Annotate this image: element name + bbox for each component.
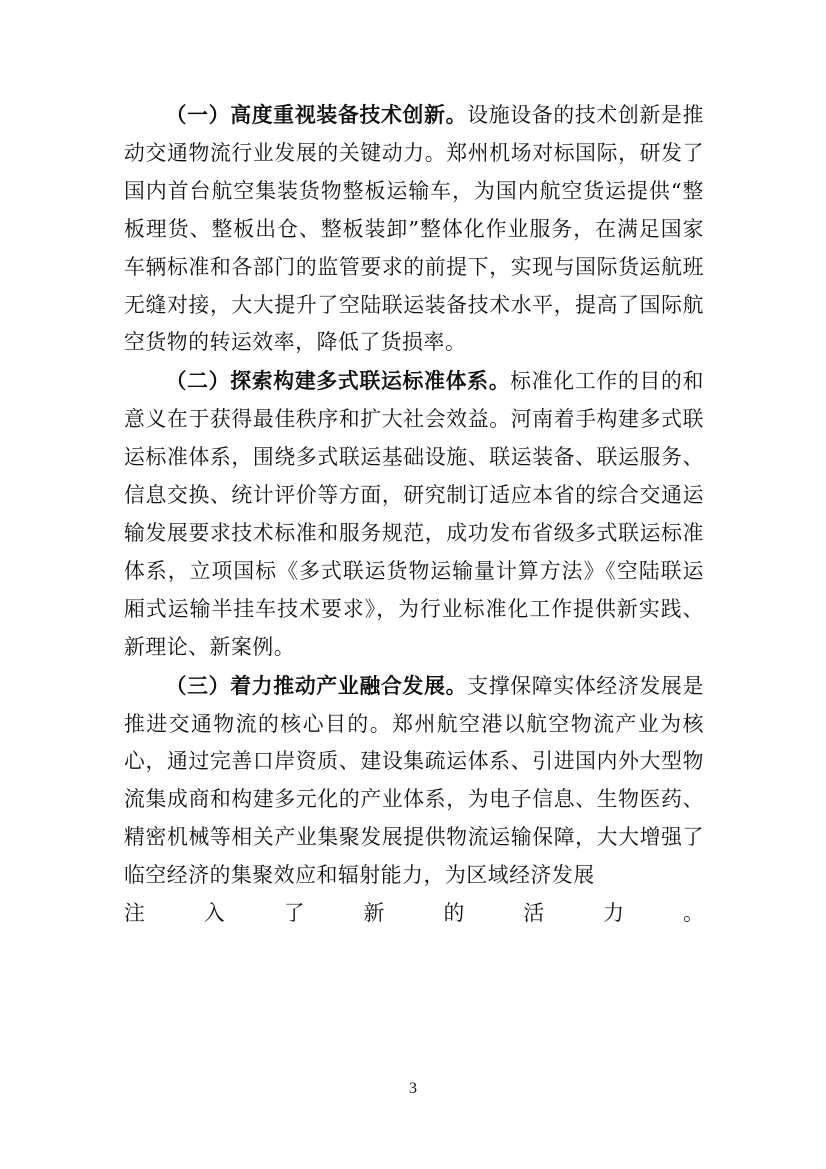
paragraph-equipment-innovation [124,96,704,362]
paragraph-text: 标准化工作的目的和意义在于获得最佳秩序和扩大社会效益。河南着手构建多式联运标准体系，围绕多式联运基础设施、联运装备、联运服务、信息交换、统计评价等方面，研究制订适应本省的综合交通运输发展要求技术标准和服务规范，成功发布省级多式联运标准体系，立项国标《多式联运货物运输量计算方法》《空陆联运厢式运输半挂车技术要求》，为行业标准化工作提供新实践、新理论、新案例。 [124,369,704,659]
body-text [124,96,704,933]
paragraph-text: 支撑保障实体经济发展是推进交通物流的核心目的。郑州航空港以航空物流产业为核心，通过完善口岸资质、建设集疏运体系、引进国内外大型物流集成商和构建多元化的产业体系，为电子信息、生物医药、精密机械等相关产业集聚发展提供物流运输保障，大大增强了临空经济的集聚效应和辐射能力，为区域经济发展 [124,673,704,888]
paragraph-text: 设施设备的技术创新是推动交通物流行业发展的关键动力。郑州机场对标国际，研发了国内首台航空集装货物整板运输车，为国内航空货运提供“整板理货、整板出仓、整板装卸”整体化作业服务，在满足国家车辆标准和各部门的监管要求的前提下，实现与国际货运航班无缝对接，大大提升了空陆联运装备技术水平，提高了国际航空货物的转运效率，降低了货损率。 [124,103,704,355]
last-line-char: 注 [124,901,145,926]
last-line-char: 入 [203,901,225,926]
paragraph-heading: （二）探索构建多式联运标准体系。 [165,368,511,394]
last-line-char: 了 [283,901,305,926]
paragraph-heading: （三）着力推动产业融合发展。 [165,672,468,698]
last-line-char: 的 [443,901,465,926]
last-line-char: 。 [683,901,704,926]
paragraph-standard-system [124,362,704,666]
page-number: 3 [409,1080,417,1097]
last-line-char: 新 [363,901,385,926]
last-line-char: 力 [603,901,625,926]
paragraph-last-line [124,895,704,933]
paragraph-heading: （一）高度重视装备技术创新。 [165,102,468,127]
last-line-char: 活 [523,901,545,926]
paragraph-industry-integration [124,667,704,895]
